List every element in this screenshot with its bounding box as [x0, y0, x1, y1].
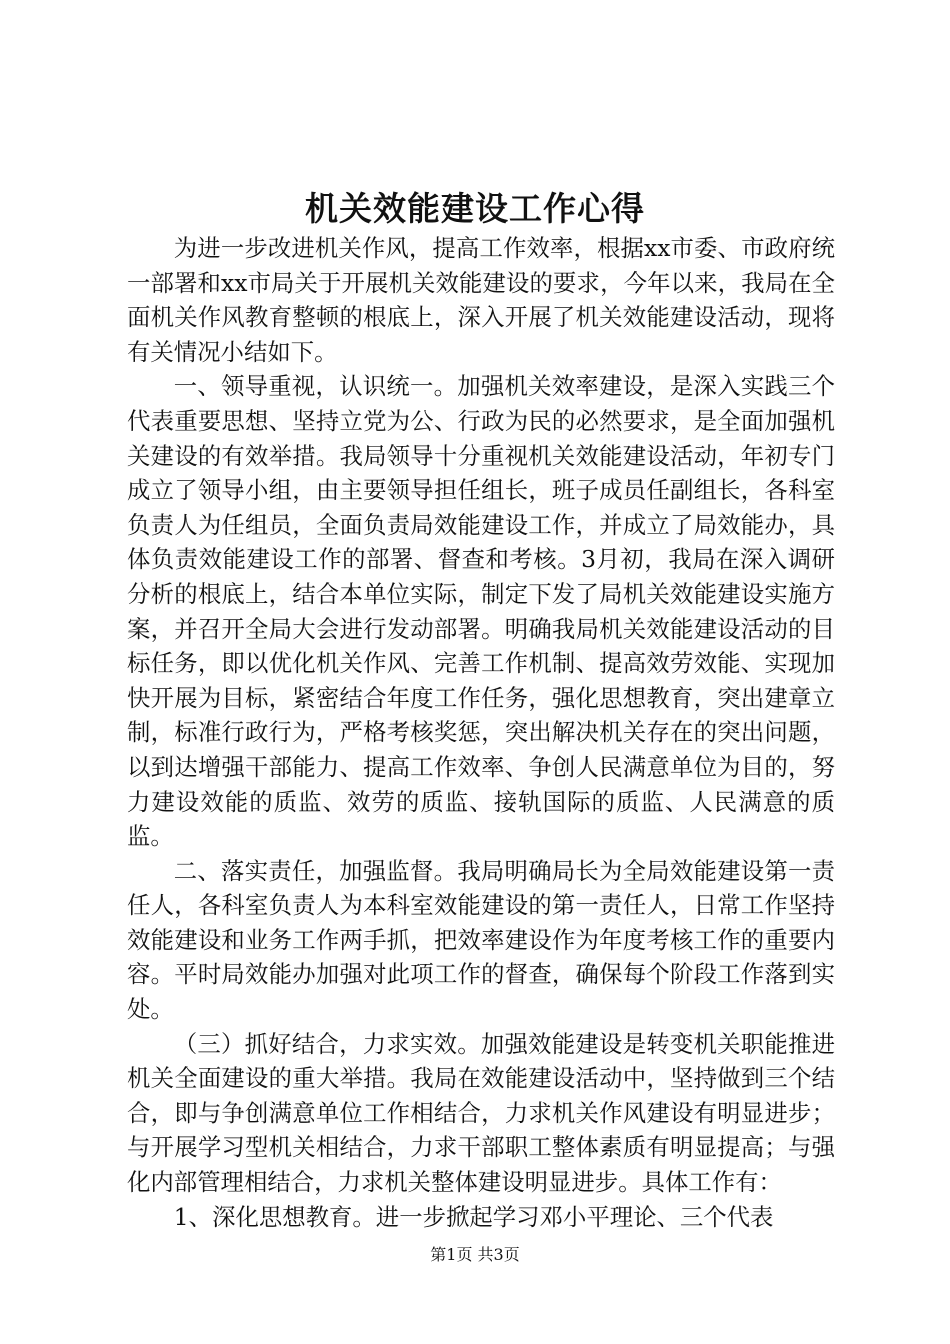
paragraph-section-3: （三）抓好结合，力求实效。加强效能建设是转变机关职能推进机关全面建设的重大举措。我局在效能建设活动中，坚持做到三个结合，即与争创满意单位工作相结合，力求机关作风建设有明显进步；与开展学习型机关相结合，力求干部职工整体素质有明显提高；与强化内部管理相结合，力求机关整体建设明显进步。具体工作有： [127, 1029, 835, 1197]
document-title: 机关效能建设工作心得 [305, 189, 645, 228]
paragraph-section-2: 二、落实责任，加强监督。我局明确局长为全局效能建设第一责任人，各科室负责人为本科室效能建设的第一责任人，日常工作坚持效能建设和业务工作两手抓，把效率建设作为年度考核工作的重要内容。平时局效能办加强对此项工作的督查，确保每个阶段工作落到实处。 [127, 856, 835, 1024]
paragraph-intro: 为进一步改进机关作风，提高工作效率，根据xx市委、市政府统一部署和xx市局关于开展机关效能建设的要求，今年以来，我局在全面机关作风教育整顿的根底上，深入开展了机关效能建设活动，现将有关情况小结如下。 [127, 234, 835, 366]
document-body [127, 231, 835, 1234]
paragraph-item-1: 1、深化思想教育。进一步掀起学习邓小平理论、三个代表 [173, 1202, 774, 1231]
paragraph-section-1: 一、领导重视，认识统一。加强机关效率建设，是深入实践三个代表重要思想、坚持立党为公、行政为民的必然要求，是全面加强机关建设的有效举措。我局领导十分重视机关效能建设活动，年初专门成立了领导小组，由主要领导担任组长，班子成员任副组长，各科室负责人为任组员，全面负责局效能建设工作，并成立了局效能办，具体负责效能建设工作的部署、督查和考核。3月初，我局在深入调研分析的根底上，结合本单位实际，制定下发了局机关效能建设实施方案，并召开全局大会进行发动部署。明确我局机关效能建设活动的目标任务，即以优化机关作风、完善工作机制、提高效劳效能、实现加快开展为目标，紧密结合年度工作任务，强化思想教育，突出建章立制，标准行政行为，严格考核奖惩，突出解决机关存在的突出问题，以到达增强干部能力、提高工作效率、争创人民满意单位为目的，努力建设效能的质监、效劳的质监、接轨国际的质监、人民满意的质监。 [127, 372, 835, 851]
page-footer: 第1页 共3页 [430, 1245, 520, 1264]
